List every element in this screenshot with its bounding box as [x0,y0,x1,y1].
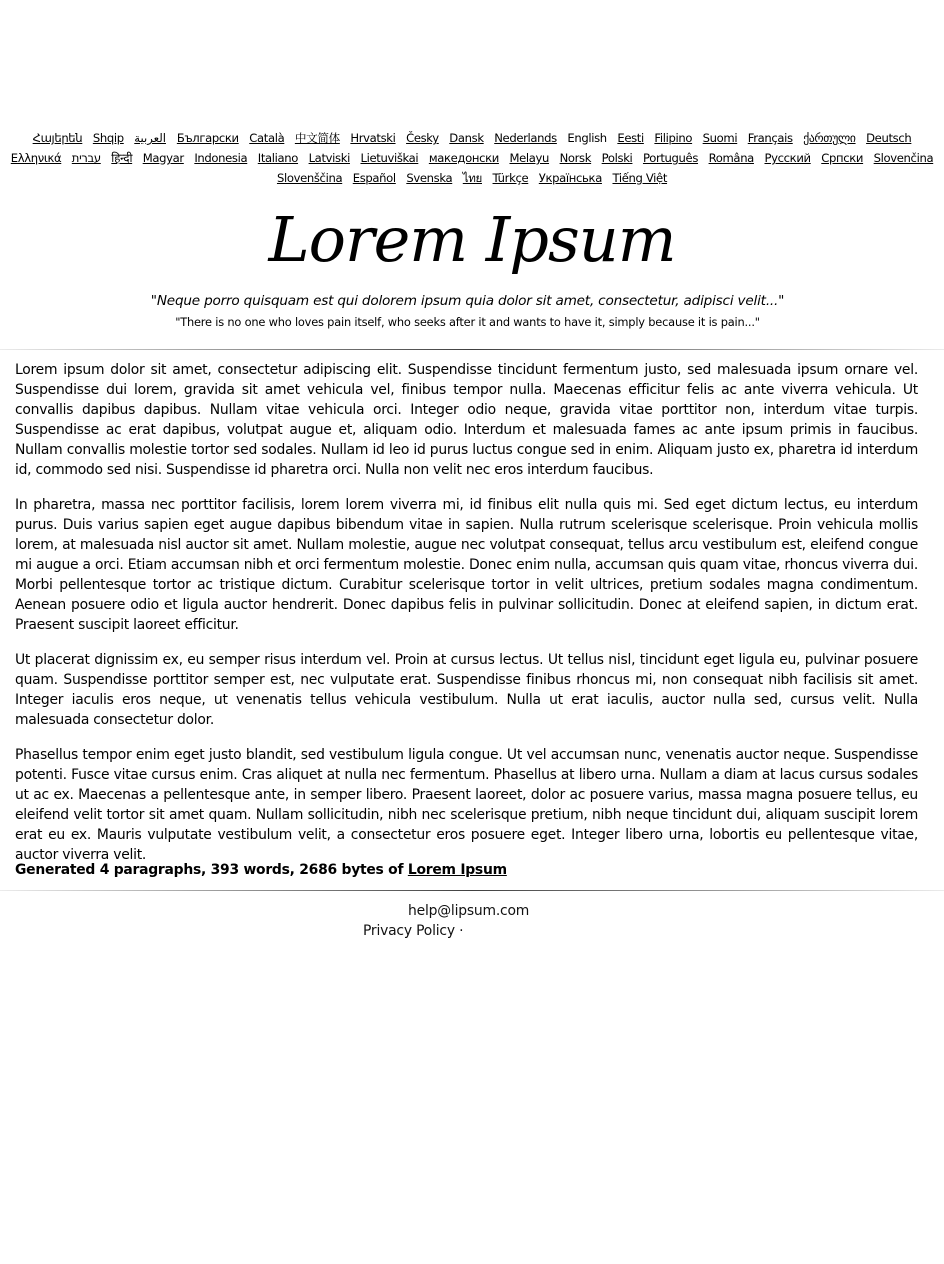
language-link[interactable]: Eesti [617,131,644,145]
language-link[interactable]: Nederlands [494,131,557,145]
language-link[interactable]: Melayu [509,151,550,165]
language-link[interactable]: Հայերեն [32,131,83,145]
language-link[interactable]: Slovenščina [276,171,343,185]
language-link[interactable]: Svenska [406,171,453,185]
language-link[interactable]: Deutsch [866,131,912,145]
divider-bottom [0,890,944,891]
language-link[interactable]: Shqip [92,131,124,145]
lorem-ipsum-link[interactable]: Lorem Ipsum [407,862,507,878]
language-link[interactable]: Suomi [702,131,738,145]
footer-separator: · [454,923,464,939]
language-bar [6,128,938,188]
language-link[interactable]: Tiếng Việt [612,171,668,185]
language-link[interactable]: Hrvatski [350,131,396,145]
language-link[interactable]: Lietuviškai [360,151,419,165]
language-link[interactable]: Magyar [142,151,184,165]
divider-top [0,349,944,350]
language-link[interactable]: Українська [538,171,602,185]
support-email [408,901,529,921]
paragraph: Phasellus tempor enim eget justo blandit, sed vestibulum ligula congue. Ut vel accumsan nunc, venenatis auctor neque. Suspendisse potenti. Fusce vitae cursus enim. Cras aliquet at nulla nec fermentum. Phasellus at libero urna. Nullam a diam at lacus cursus sodales ut ac ex. Maecenas a pellentesque ante, in semper libero. Praesent laoreet, dolor ac posuere varius, massa magna posuere tellus, eu eleifend velit tortor sit amet quam. Nullam sollicitudin, nibh nec scelerisque pretium, nibh neque tincidunt dui, aliquam suscipit lorem erat eu ex. Mauris vulputate vestibulum velit, a consectetur eros posuere eget. Integer libero urna, lobortis eu pellentesque vitae, auctor viverra velit. [15,747,918,863]
language-link: English [567,131,607,145]
generated-summary-text: Generated 4 paragraphs, 393 words, 2686 bytes of [15,862,408,878]
generated-summary [15,860,918,880]
page-title: Lorem Ipsum [268,203,676,276]
language-link[interactable]: العربية [134,131,166,145]
quote-english: "There is no one who loves pain itself, who seeks after it and wants to have it, simply because it is pain..." [175,315,760,329]
language-link[interactable]: Español [352,171,396,185]
language-link[interactable]: עברית [71,151,101,165]
language-link[interactable]: Italiano [257,151,299,165]
language-link[interactable]: Türkçe [492,171,529,185]
language-link[interactable]: Česky [406,131,439,145]
language-link[interactable]: Català [249,131,285,145]
paragraph: Lorem ipsum dolor sit amet, consectetur adipiscing elit. Suspendisse tincidunt fermentum justo, sed malesuada ipsum ornare vel. Suspendisse dui lorem, gravida sit amet vehicula vel, finibus tempor nulla. Maecenas efficitur felis ac ante viverra vehicula. Ut convallis dapibus dapibus. Nullam vitae vehicula orci. Integer odio neque, gravida vitae porttitor non, interdum vitae turpis. Suspendisse ac erat dapibus, volutpat augue et, aliquam odio. Interdum et malesuada fames ac ante ipsum primis in faucibus. Nullam convallis molestie tortor sed sodales. Nullam id leo id purus luctus congue sed in enim. Aliquam justo ex, pharetra id interdum id, commodo sed nisi. Suspendisse id pharetra orci. Nulla non velit nec eros interdum faucibus. [15,362,918,478]
language-link[interactable]: македонски [428,151,499,165]
language-link[interactable]: Pyccкий [764,151,811,165]
paragraph: Ut placerat dignissim ex, eu semper risus interdum vel. Proin at cursus lectus. Ut tellus nisl, tincidunt eget ligula eu, pulvinar posuere quam. Suspendisse porttitor semper est, nec vulputate erat. Suspendisse finibus rhoncus mi, non consequat nibh facilisis sit amet. Integer iaculis eros neque, ut venenatis tellus vehicula vestibulum. Nulla ut erat iaculis, auctor nulla sed, cursus velit. Nulla malesuada consectetur dolor. [15,652,918,728]
language-link[interactable]: Български [176,131,239,145]
language-link[interactable]: Ελληνικά [10,151,62,165]
footer-links [363,921,463,941]
paragraph: In pharetra, massa nec porttitor facilisis, lorem lorem viverra mi, id finibus elit nulla quis mi. Sed eget dictum lectus, eu interdum purus. Duis varius sapien eget augue dapibus bibendum vitae in sapien. Nulla rutrum scelerisque scelerisque. Proin vehicula mollis lorem, at malesuada nisl auctor sit amet. Nullam molestie, augue nec volutpat consequat, tellus arcu vestibulum est, eleifend congue mi augue a orci. Etiam accumsan nibh et orci fermentum molestie. Donec enim nulla, accumsan quis quam vitae, rhoncus viverra dui. Morbi pellentesque tortor ac tristique dictum. Curabitur scelerisque tortor in velit ultrices, pretium sodales magna condimentum. Aenean posuere odio et ligula auctor hendrerit. Donec dapibus felis in pulvinar sollicitudin. Donec at eleifend sapien, in dictum erat. Praesent suscipit laoreet efficitur. [15,497,918,633]
language-link[interactable]: Latviski [308,151,350,165]
language-link[interactable]: Filipino [654,131,693,145]
language-link[interactable]: Dansk [449,131,484,145]
language-link[interactable]: Српски [821,151,864,165]
privacy-policy-link[interactable]: Privacy Policy [363,923,455,939]
lipsum-output [15,360,918,880]
language-link[interactable]: हिन्दी [111,151,133,165]
language-link[interactable]: ქართული [803,131,856,145]
language-link[interactable]: Polski [601,151,633,165]
language-link[interactable]: ไทย [462,171,482,185]
language-link[interactable]: Româna [708,151,754,165]
language-link[interactable]: Slovenčina [873,151,934,165]
language-link[interactable]: Indonesia [194,151,248,165]
quote-latin: "Neque porro quisquam est qui dolorem ipsum quia dolor sit amet, consectetur, adipisci velit..." [150,293,785,309]
language-link[interactable]: Norsk [559,151,592,165]
support-email-link[interactable]: help@lipsum.com [408,903,530,919]
language-link[interactable]: Português [642,151,699,165]
language-link[interactable]: Français [747,131,793,145]
language-link[interactable]: 中文简体 [294,131,340,145]
